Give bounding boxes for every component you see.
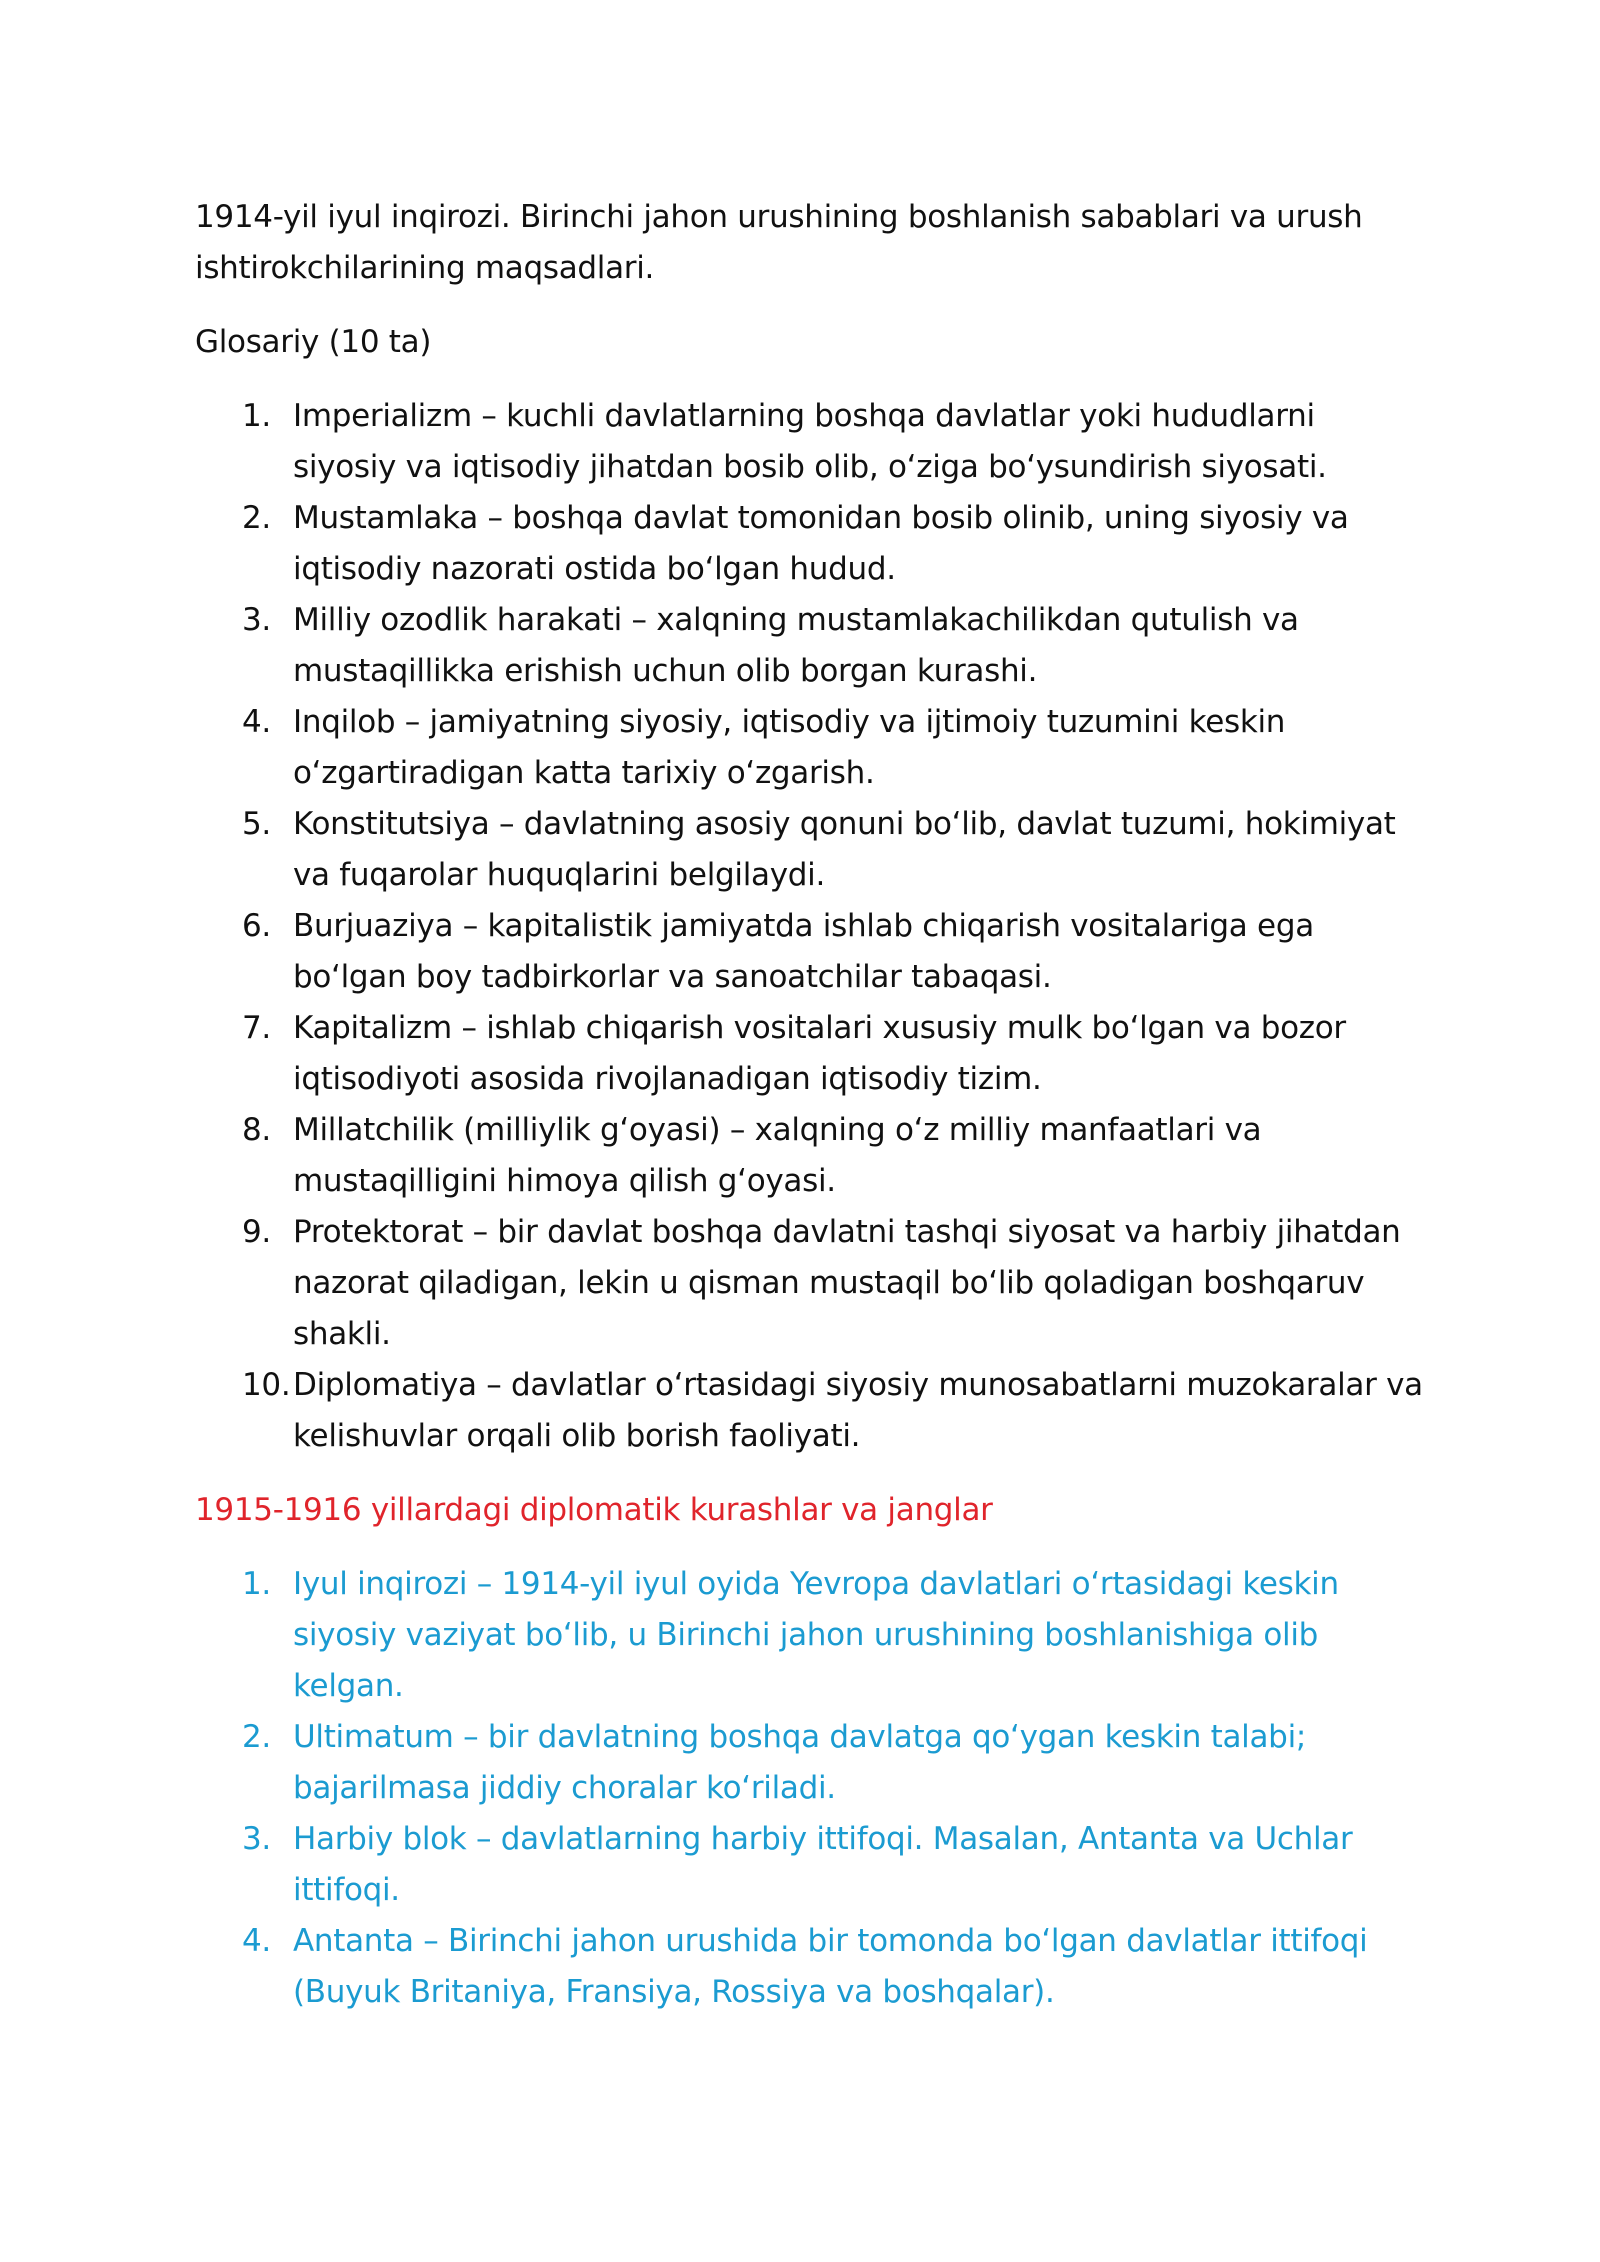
list-item-number: 7. <box>242 1010 271 1046</box>
list-item-text: Iyul inqirozi – 1914-yil iyul oyida Yevropa davlatlari oʻrtasidagi keskin siyosiy vaziyat boʻlib, u Birinchi jahon urushining boshlanishiga olib kelgan. <box>293 1566 1339 1704</box>
list-item-number: 10. <box>242 1367 291 1403</box>
list-item-text: Millatchilik (milliylik gʻoyasi) – xalqning oʻz milliy manfaatlari va mustaqilligini himoya qilish gʻoyasi. <box>293 1112 1262 1199</box>
list-item <box>195 1559 1425 1712</box>
list-item <box>195 1916 1425 2018</box>
list-item <box>195 1003 1425 1105</box>
document-heading: 1914-yil iyul inqirozi. Birinchi jahon urushining boshlanish sabablari va urush ishtirokchilarining maqsadlari. <box>195 199 1363 286</box>
list-item-text: Inqilob – jamiyatning siyosiy, iqtisodiy va ijtimoiy tuzumini keskin oʻzgartiradigan katta tarixiy oʻzgarish. <box>293 704 1286 791</box>
list-item <box>195 1712 1425 1814</box>
list-item-text: Milliy ozodlik harakati – xalqning mustamlakachilikdan qutulish va mustaqillikka erishish uchun olib borgan kurashi. <box>293 602 1299 689</box>
section-list <box>195 1559 1425 2018</box>
list-item-text: Harbiy blok – davlatlarning harbiy ittifoqi. Masalan, Antanta va Uchlar ittifoqi. <box>293 1821 1353 1908</box>
list-item <box>195 1814 1425 1916</box>
glossary-list <box>195 391 1425 1462</box>
list-item <box>195 595 1425 697</box>
list-item-text: Mustamlaka – boshqa davlat tomonidan bosib olinib, uning siyosiy va iqtisodiy nazorati ostida boʻlgan hudud. <box>293 500 1349 587</box>
list-item-number: 2. <box>242 1719 271 1755</box>
list-item <box>195 799 1425 901</box>
list-item <box>195 901 1425 1003</box>
list-item-number: 5. <box>242 806 271 842</box>
list-item <box>195 697 1425 799</box>
list-item-number: 6. <box>242 908 271 944</box>
list-item-number: 3. <box>242 602 271 638</box>
list-item <box>195 1207 1425 1360</box>
list-item-number: 1. <box>242 1566 271 1602</box>
list-item-number: 1. <box>242 398 271 434</box>
list-item-text: Imperializm – kuchli davlatlarning boshqa davlatlar yoki hududlarni siyosiy va iqtisodiy jihatdan bosib olib, oʻziga boʻysundirish siyosati. <box>293 398 1327 485</box>
list-item-text: Antanta – Birinchi jahon urushida bir tomonda boʻlgan davlatlar ittifoqi (Buyuk Britaniya, Fransiya, Rossiya va boshqalar). <box>293 1923 1368 2010</box>
section-title: 1915-1916 yillardagi diplomatik kurashlar va janglar <box>195 1492 993 1528</box>
list-item-text: Protektorat – bir davlat boshqa davlatni tashqi siyosat va harbiy jihatdan nazorat qiladigan, lekin u qisman mustaqil boʻlib qoladigan boshqaruv shakli. <box>293 1214 1401 1352</box>
list-item-text: Diplomatiya – davlatlar oʻrtasidagi siyosiy munosabatlarni muzokaralar va kelishuvlar orqali olib borish faoliyati. <box>293 1367 1423 1454</box>
list-item-number: 9. <box>242 1214 271 1250</box>
list-item <box>195 391 1425 493</box>
list-item-number: 4. <box>242 704 271 740</box>
list-item-text: Burjuaziya – kapitalistik jamiyatda ishlab chiqarish vositalariga ega boʻlgan boy tadbirkorlar va sanoatchilar tabaqasi. <box>293 908 1314 995</box>
list-item-number: 2. <box>242 500 271 536</box>
document-page <box>195 192 1425 2018</box>
list-item <box>195 493 1425 595</box>
list-item <box>195 1105 1425 1207</box>
list-item-number: 3. <box>242 1821 271 1857</box>
list-item-text: Konstitutsiya – davlatning asosiy qonuni boʻlib, davlat tuzumi, hokimiyat va fuqarolar huquqlarini belgilaydi. <box>293 806 1396 893</box>
list-item-text: Kapitalizm – ishlab chiqarish vositalari xususiy mulk boʻlgan va bozor iqtisodiyoti asosida rivojlanadigan iqtisodiy tizim. <box>293 1010 1346 1097</box>
list-item <box>195 1360 1425 1462</box>
list-item-number: 4. <box>242 1923 271 1959</box>
list-item-text: Ultimatum – bir davlatning boshqa davlatga qoʻygan keskin talabi; bajarilmasa jiddiy choralar koʻriladi. <box>293 1719 1307 1806</box>
glossary-title: Glosariy (10 ta) <box>195 324 432 360</box>
list-item-number: 8. <box>242 1112 271 1148</box>
